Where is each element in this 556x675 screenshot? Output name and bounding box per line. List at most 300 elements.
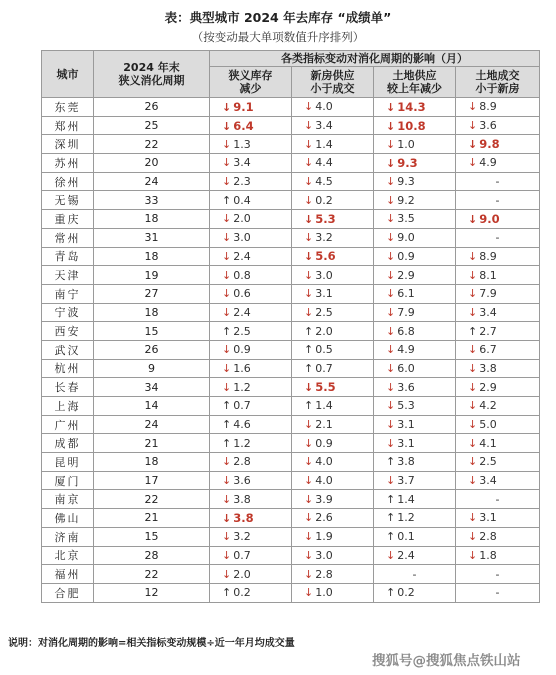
arrow-down-icon: ↓ — [304, 156, 314, 170]
cell-number: 3.4 — [479, 474, 497, 488]
cell-period: 12 — [94, 583, 210, 602]
cell-city: 重庆 — [42, 210, 94, 229]
cell-number: 2.7 — [479, 324, 497, 338]
cell-number: 1.4 — [315, 399, 333, 413]
arrow-up-icon: ↑ — [386, 511, 396, 525]
arrow-down-icon: ↓ — [386, 361, 396, 375]
arrow-down-icon: ↓ — [222, 231, 232, 245]
cell-number: 3.4 — [315, 119, 333, 133]
cell-value — [374, 490, 456, 509]
cell-city: 佛山 — [42, 509, 94, 528]
cell-value — [374, 135, 456, 154]
table-row — [42, 378, 540, 397]
cell-period: 9 — [94, 359, 210, 378]
table-row — [42, 228, 540, 247]
cell-city: 北京 — [42, 546, 94, 565]
cell-city: 福州 — [42, 565, 94, 584]
cell-number: 3.1 — [315, 287, 333, 301]
cell-value — [456, 453, 540, 472]
arrow-down-icon: ↓ — [222, 492, 232, 506]
cell-value — [210, 322, 292, 341]
cell-value — [292, 154, 374, 173]
cell-number: 2.9 — [397, 268, 415, 282]
cell-value — [456, 247, 540, 266]
arrow-down-icon: ↓ — [304, 100, 314, 114]
cell-value — [292, 583, 374, 602]
cell-value — [292, 98, 374, 117]
cell-value — [456, 471, 540, 490]
cell-period: 18 — [94, 303, 210, 322]
cell-value — [374, 583, 456, 602]
cell-number: 1.8 — [479, 548, 497, 562]
cell-number: 1.9 — [315, 530, 333, 544]
arrow-down-icon: ↓ — [386, 212, 396, 226]
cell-city: 常州 — [42, 228, 94, 247]
cell-value — [374, 322, 456, 341]
cell-city: 成都 — [42, 434, 94, 453]
cell-number: 4.0 — [315, 100, 333, 114]
cell-number: 3.1 — [397, 418, 415, 432]
header-col-inventory-line2: 减少 — [239, 82, 262, 95]
arrow-down-icon: ↓ — [468, 268, 478, 282]
arrow-down-icon: ↓ — [304, 212, 314, 226]
arrow-down-icon: ↓ — [304, 548, 314, 562]
cell-value — [456, 172, 540, 191]
cell-number: 3.6 — [397, 380, 415, 394]
cell-value — [210, 172, 292, 191]
arrow-down-icon: ↓ — [222, 268, 232, 282]
arrow-down-icon: ↓ — [386, 343, 396, 357]
arrow-down-icon: ↓ — [386, 193, 396, 207]
cell-value — [456, 303, 540, 322]
cell-city: 厦门 — [42, 471, 94, 490]
arrow-down-icon: ↓ — [386, 249, 396, 263]
cell-value — [374, 191, 456, 210]
cell-value — [292, 397, 374, 416]
cell-number: 2.8 — [479, 530, 497, 544]
cell-city: 徐州 — [42, 172, 94, 191]
cell-value — [456, 359, 540, 378]
cell-value — [292, 303, 374, 322]
arrow-down-icon: ↓ — [386, 100, 396, 114]
cell-city: 南京 — [42, 490, 94, 509]
arrow-up-icon: ↑ — [304, 343, 314, 357]
cell-number: 2.8 — [315, 567, 333, 581]
cell-value — [210, 471, 292, 490]
arrow-down-icon: ↓ — [468, 380, 478, 394]
cell-value — [456, 154, 540, 173]
arrow-up-icon: ↑ — [222, 418, 232, 432]
cell-value — [210, 210, 292, 229]
arrow-down-icon: ↓ — [386, 548, 396, 562]
cell-number: - — [495, 492, 500, 506]
cell-value — [292, 247, 374, 266]
arrow-down-icon: ↓ — [304, 530, 314, 544]
cell-value — [292, 340, 374, 359]
arrow-down-icon: ↓ — [468, 418, 478, 432]
arrow-down-icon: ↓ — [468, 455, 478, 469]
arrow-down-icon: ↓ — [304, 567, 314, 581]
arrow-down-icon: ↓ — [468, 548, 478, 562]
table-row — [42, 546, 540, 565]
arrow-down-icon: ↓ — [304, 436, 314, 450]
arrow-down-icon: ↓ — [386, 268, 396, 282]
cell-value — [292, 527, 374, 546]
cell-number: 2.0 — [233, 567, 251, 581]
cell-city: 郑州 — [42, 116, 94, 135]
cell-value — [292, 116, 374, 135]
cell-value — [210, 546, 292, 565]
cell-value — [456, 135, 540, 154]
cell-value — [292, 509, 374, 528]
arrow-down-icon: ↓ — [222, 287, 232, 301]
table-row — [42, 116, 540, 135]
cell-city: 南宁 — [42, 284, 94, 303]
cell-number: 1.0 — [397, 137, 415, 151]
cell-period: 27 — [94, 284, 210, 303]
cell-number: 1.3 — [233, 137, 251, 151]
arrow-down-icon: ↓ — [304, 250, 314, 264]
header-city: 城市 — [42, 51, 94, 98]
cell-city: 合肥 — [42, 583, 94, 602]
cell-value — [292, 565, 374, 584]
cell-number: 3.9 — [315, 492, 333, 506]
cell-number: 0.9 — [397, 249, 415, 263]
cell-number: 9.1 — [233, 99, 254, 114]
cell-value — [456, 490, 540, 509]
cell-value — [210, 116, 292, 135]
arrow-down-icon: ↓ — [304, 268, 314, 282]
cell-number: 6.0 — [397, 361, 415, 375]
cell-number: 3.0 — [233, 231, 251, 245]
arrow-down-icon: ↓ — [222, 212, 232, 226]
table-row — [42, 397, 540, 416]
cell-number: 0.2 — [397, 586, 415, 600]
table-row — [42, 266, 540, 285]
cell-number: 3.6 — [233, 474, 251, 488]
cell-number: 2.0 — [233, 212, 251, 226]
cell-number: 4.9 — [479, 156, 497, 170]
cell-value — [374, 434, 456, 453]
cell-value — [210, 191, 292, 210]
cell-period: 21 — [94, 434, 210, 453]
cell-value — [456, 340, 540, 359]
arrow-down-icon: ↓ — [386, 436, 396, 450]
cell-city: 天津 — [42, 266, 94, 285]
table-row — [42, 154, 540, 173]
cell-value — [374, 471, 456, 490]
cell-city: 武汉 — [42, 340, 94, 359]
cell-number: 9.0 — [479, 211, 500, 226]
header-col-supply — [292, 67, 374, 98]
footnote: 说明：对消化周期的影响=相关指标变动规模÷近一年月均成交量 — [8, 638, 295, 649]
cell-number: 4.6 — [233, 418, 251, 432]
cell-value — [292, 453, 374, 472]
cell-value — [292, 284, 374, 303]
table-row — [42, 359, 540, 378]
cell-value — [210, 397, 292, 416]
header-col-land-supply-line1: 土地供应 — [392, 69, 437, 82]
arrow-down-icon: ↓ — [222, 137, 232, 151]
table-row — [42, 583, 540, 602]
arrow-down-icon: ↓ — [468, 138, 478, 152]
arrow-up-icon: ↑ — [386, 455, 396, 469]
cell-number: 2.4 — [397, 548, 415, 562]
cell-value — [210, 359, 292, 378]
cell-number: 0.2 — [315, 193, 333, 207]
cell-city: 无锡 — [42, 191, 94, 210]
cell-city: 青岛 — [42, 247, 94, 266]
cell-period: 26 — [94, 98, 210, 117]
arrow-down-icon: ↓ — [468, 343, 478, 357]
arrow-down-icon: ↓ — [386, 399, 396, 413]
cell-number: 2.6 — [315, 511, 333, 525]
cell-city: 济南 — [42, 527, 94, 546]
cell-value — [292, 546, 374, 565]
cell-value — [456, 583, 540, 602]
cell-number: 5.6 — [315, 249, 336, 264]
arrow-down-icon: ↓ — [386, 474, 396, 488]
table-row — [42, 471, 540, 490]
arrow-down-icon: ↓ — [304, 231, 314, 245]
cell-value — [210, 228, 292, 247]
cell-value — [374, 266, 456, 285]
arrow-down-icon: ↓ — [468, 156, 478, 170]
table-row — [42, 509, 540, 528]
cell-value — [374, 509, 456, 528]
cell-number: 6.1 — [397, 287, 415, 301]
cell-value — [292, 415, 374, 434]
cell-value — [456, 191, 540, 210]
cell-number: 9.3 — [397, 155, 418, 170]
cell-number: 3.1 — [479, 511, 497, 525]
cell-number: 3.6 — [479, 119, 497, 133]
cell-period: 15 — [94, 322, 210, 341]
cell-number: 8.9 — [479, 249, 497, 263]
cell-number: - — [495, 193, 500, 207]
header-col-land-supply-line2: 较上年减少 — [387, 82, 442, 95]
table-subtitle: （按变动最大单项数值升序排列） — [191, 30, 365, 44]
cell-value — [456, 284, 540, 303]
arrow-down-icon: ↓ — [468, 119, 478, 133]
cell-value — [292, 135, 374, 154]
table-row — [42, 340, 540, 359]
cell-number: 2.0 — [315, 324, 333, 338]
cell-number: 3.5 — [397, 212, 415, 226]
cell-period: 18 — [94, 453, 210, 472]
cell-city: 东莞 — [42, 98, 94, 117]
cell-city: 杭州 — [42, 359, 94, 378]
arrow-down-icon: ↓ — [304, 193, 314, 207]
cell-city: 苏州 — [42, 154, 94, 173]
cell-value — [210, 154, 292, 173]
cell-number: 1.6 — [233, 361, 251, 375]
cell-number: 2.9 — [479, 380, 497, 394]
cell-number: 7.9 — [397, 305, 415, 319]
cell-period: 20 — [94, 154, 210, 173]
cell-period: 22 — [94, 135, 210, 154]
cell-period: 18 — [94, 210, 210, 229]
arrow-down-icon: ↓ — [386, 119, 396, 133]
cell-number: 10.8 — [397, 118, 426, 133]
cell-number: 3.8 — [233, 492, 251, 506]
arrow-down-icon: ↓ — [386, 418, 396, 432]
cell-number: 0.2 — [233, 586, 251, 600]
cell-value — [210, 527, 292, 546]
arrow-down-icon: ↓ — [222, 156, 232, 170]
cell-number: 3.2 — [315, 231, 333, 245]
cell-value — [210, 98, 292, 117]
cell-value — [210, 284, 292, 303]
cell-number: 0.4 — [233, 193, 251, 207]
arrow-down-icon: ↓ — [386, 156, 396, 170]
cell-period: 17 — [94, 471, 210, 490]
cell-number: 3.8 — [233, 510, 254, 525]
cell-value — [374, 303, 456, 322]
cell-period: 31 — [94, 228, 210, 247]
cell-value — [210, 434, 292, 453]
arrow-down-icon: ↓ — [222, 361, 232, 375]
cell-value — [292, 471, 374, 490]
cell-number: - — [495, 586, 500, 600]
cell-value — [456, 565, 540, 584]
arrow-down-icon: ↓ — [304, 418, 314, 432]
cell-number: 6.7 — [479, 343, 497, 357]
table-row — [42, 490, 540, 509]
table-row — [42, 434, 540, 453]
cell-number: 1.2 — [233, 436, 251, 450]
cell-number: 3.1 — [397, 436, 415, 450]
arrow-down-icon: ↓ — [222, 380, 232, 394]
arrow-down-icon: ↓ — [304, 119, 314, 133]
cell-value — [456, 266, 540, 285]
cell-value — [292, 322, 374, 341]
cell-number: 8.9 — [479, 100, 497, 114]
cell-value — [456, 98, 540, 117]
cell-number: 1.2 — [233, 380, 251, 394]
cell-number: 3.8 — [397, 455, 415, 469]
cell-number: 0.6 — [233, 287, 251, 301]
cell-number: 1.0 — [315, 586, 333, 600]
arrow-down-icon: ↓ — [468, 530, 478, 544]
table-row — [42, 453, 540, 472]
arrow-down-icon: ↓ — [222, 511, 232, 525]
cell-period: 15 — [94, 527, 210, 546]
arrow-up-icon: ↑ — [222, 586, 232, 600]
cell-value — [374, 565, 456, 584]
cell-period: 22 — [94, 490, 210, 509]
arrow-down-icon: ↓ — [222, 474, 232, 488]
cell-value — [374, 397, 456, 416]
arrow-down-icon: ↓ — [222, 530, 232, 544]
arrow-up-icon: ↑ — [222, 436, 232, 450]
table-row — [42, 415, 540, 434]
cell-value — [210, 378, 292, 397]
table-row — [42, 303, 540, 322]
cell-number: 4.0 — [315, 455, 333, 469]
cell-number: 0.7 — [315, 361, 333, 375]
arrow-up-icon: ↑ — [304, 324, 314, 338]
cell-value — [210, 135, 292, 154]
cell-number: 6.4 — [233, 118, 254, 133]
cell-value — [292, 359, 374, 378]
arrow-down-icon: ↓ — [222, 343, 232, 357]
table-row — [42, 210, 540, 229]
cell-number: 9.2 — [397, 193, 415, 207]
cell-number: 2.1 — [315, 418, 333, 432]
arrow-down-icon: ↓ — [386, 287, 396, 301]
cell-value — [456, 378, 540, 397]
cell-period: 14 — [94, 397, 210, 416]
arrow-down-icon: ↓ — [304, 305, 314, 319]
cell-value — [456, 210, 540, 229]
header-col-land-deal — [456, 67, 540, 98]
cell-city: 长春 — [42, 378, 94, 397]
table-row — [42, 247, 540, 266]
cell-period: 25 — [94, 116, 210, 135]
cell-number: 0.9 — [315, 436, 333, 450]
header-group: 各类指标变动对消化周期的影响（月） — [210, 51, 540, 67]
header-col-supply-line1: 新房供应 — [310, 69, 355, 82]
arrow-down-icon: ↓ — [222, 567, 232, 581]
arrow-down-icon: ↓ — [304, 381, 314, 395]
cell-value — [374, 284, 456, 303]
table-title: 表：典型城市 2024 年去库存 “成绩单” — [164, 10, 392, 25]
arrow-down-icon: ↓ — [222, 175, 232, 189]
cell-value — [374, 527, 456, 546]
cell-number: - — [495, 231, 500, 245]
arrow-up-icon: ↑ — [304, 361, 314, 375]
arrow-down-icon: ↓ — [304, 137, 314, 151]
cell-number: 2.5 — [479, 455, 497, 469]
cell-number: 3.2 — [233, 530, 251, 544]
cell-value — [210, 565, 292, 584]
header-period — [94, 51, 210, 98]
cell-value — [374, 172, 456, 191]
cell-period: 33 — [94, 191, 210, 210]
table-row — [42, 172, 540, 191]
cell-number: 2.8 — [233, 455, 251, 469]
cell-value — [456, 434, 540, 453]
arrow-down-icon: ↓ — [222, 119, 232, 133]
cell-period: 24 — [94, 415, 210, 434]
cell-value — [292, 434, 374, 453]
arrow-down-icon: ↓ — [304, 492, 314, 506]
arrow-down-icon: ↓ — [468, 511, 478, 525]
cell-value — [456, 509, 540, 528]
arrow-up-icon: ↑ — [222, 193, 232, 207]
table-row — [42, 98, 540, 117]
cell-number: 0.5 — [315, 343, 333, 357]
cell-number: 1.4 — [397, 492, 415, 506]
cell-number: 2.3 — [233, 175, 251, 189]
cell-period: 22 — [94, 565, 210, 584]
arrow-down-icon: ↓ — [468, 100, 478, 114]
arrow-up-icon: ↑ — [386, 586, 396, 600]
cell-value — [210, 583, 292, 602]
table-row — [42, 527, 540, 546]
cell-city: 昆明 — [42, 453, 94, 472]
table-row — [42, 284, 540, 303]
table-body — [42, 98, 540, 603]
cell-value — [292, 378, 374, 397]
cell-value — [210, 266, 292, 285]
cell-city: 广州 — [42, 415, 94, 434]
arrow-down-icon: ↓ — [468, 474, 478, 488]
cell-value — [374, 247, 456, 266]
arrow-up-icon: ↑ — [304, 399, 314, 413]
cell-number: 4.0 — [315, 474, 333, 488]
